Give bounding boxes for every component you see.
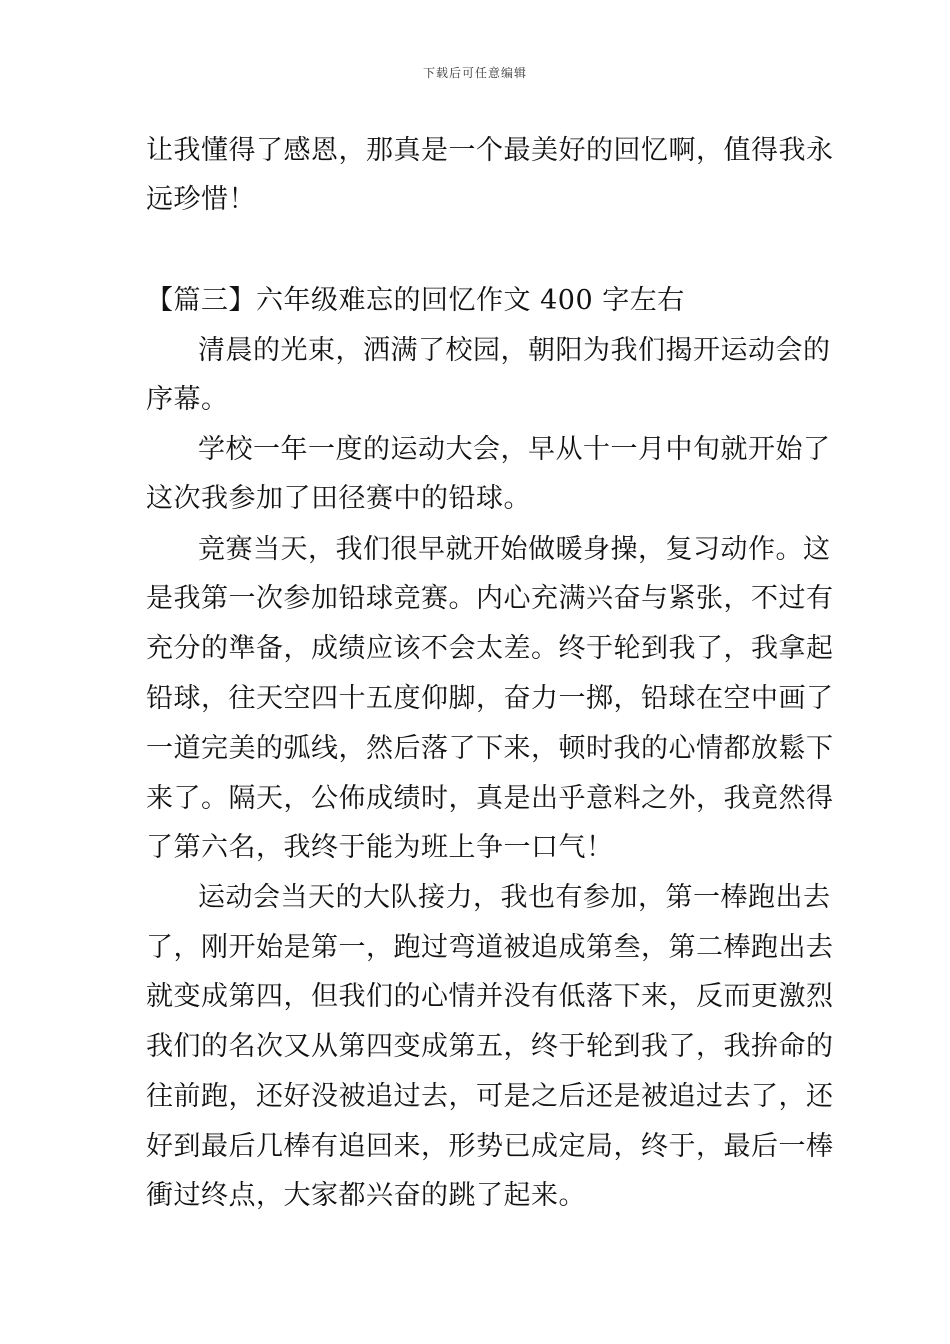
paragraph-first-line: 竞赛当天，我们很早就开始做暖身操，复习动作。这 [198, 534, 831, 565]
text-line: 一道完美的弧线，然后落了下来，顿时我的心情都放鬆下 [146, 733, 834, 764]
text-line: 就变成第四，但我们的心情并没有低落下来，反而更激烈 [146, 981, 834, 1012]
text-line: 是我第一次参加铅球竞赛。内心充满兴奋与紧张，不过有 [146, 583, 834, 614]
text-line: 序幕。 [146, 384, 229, 415]
text-line: 衝过终点，大家都兴奋的跳了起来。 [146, 1180, 586, 1211]
text-line: 往前跑，还好没被追过去，可是之后还是被追过去了，还 [146, 1081, 834, 1112]
text-line: 远珍惜！ [146, 184, 256, 215]
page-header: 下载后可任意编辑 [422, 66, 527, 80]
text-line: 让我懂得了感恩，那真是一个最美好的回忆啊，值得我永 [146, 135, 834, 166]
text-line: 这次我参加了田径赛中的铅球。 [146, 483, 531, 514]
text-line: 我们的名次又从第四变成第五，终于轮到我了，我拚命的 [146, 1031, 834, 1062]
text-line: 来了。隔天，公佈成绩时，真是出乎意料之外，我竟然得 [146, 783, 834, 814]
paragraph-first-line: 运动会当天的大队接力，我也有参加，第一棒跑出去 [198, 882, 831, 913]
text-line: 了，刚开始是第一，跑过弯道被追成第叁，第二棒跑出去 [146, 932, 834, 963]
text-line: 充分的準备，成绩应该不会太差。终于轮到我了，我拿起 [146, 633, 834, 664]
text-line: 好到最后几棒有追回来，形势已成定局，终于，最后一棒 [146, 1131, 834, 1162]
paragraph-first-line: 清晨的光束，洒满了校园，朝阳为我们揭开运动会的 [198, 335, 831, 366]
text-line: 了第六名，我终于能为班上争一口气！ [146, 832, 614, 863]
paragraph-first-line: 学校一年一度的运动大会，早从十一月中旬就开始了 [198, 434, 831, 465]
section-heading: 【篇三】六年级难忘的回忆作文 400 字左右 [146, 285, 685, 316]
text-line: 铅球，往天空四十五度仰脚，奋力一掷，铅球在空中画了 [146, 683, 834, 714]
